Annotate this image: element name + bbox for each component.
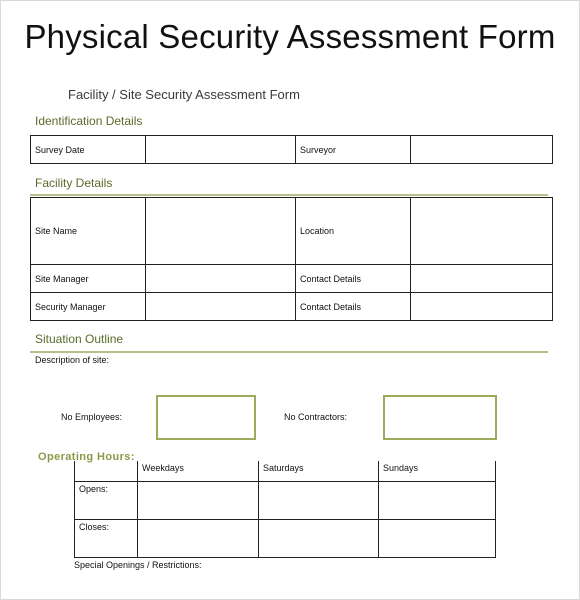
situation-rule (30, 351, 548, 353)
operating-hours-heading: Operating Hours: (38, 451, 135, 463)
sundays-closes-field[interactable] (379, 519, 496, 557)
site-name-field[interactable] (146, 198, 296, 265)
identification-heading: Identification Details (35, 114, 143, 128)
location-field[interactable] (411, 198, 553, 265)
site-name-label: Site Name (31, 198, 146, 265)
surveyor-label: Surveyor (296, 136, 411, 164)
contractors-label: No Contractors: (284, 412, 348, 422)
contact-details-label: Contact Details (296, 265, 411, 293)
security-manager-contact-field[interactable] (411, 293, 553, 321)
saturdays-opens-field[interactable] (259, 481, 379, 519)
situation-heading: Situation Outline (35, 332, 124, 346)
facility-table (30, 197, 553, 321)
hours-corner-cell (75, 461, 138, 481)
weekdays-header: Weekdays (138, 461, 259, 481)
sundays-opens-field[interactable] (379, 481, 496, 519)
description-label: Description of site: (35, 355, 110, 365)
security-manager-label: Security Manager (31, 293, 146, 321)
opens-label: Opens: (75, 481, 138, 519)
facility-rule (30, 194, 548, 196)
site-manager-label: Site Manager (31, 265, 146, 293)
special-openings-label: Special Openings / Restrictions: (74, 560, 202, 570)
contractors-field[interactable] (383, 395, 497, 440)
weekdays-closes-field[interactable] (138, 519, 259, 557)
survey-date-label: Survey Date (31, 136, 146, 164)
saturdays-closes-field[interactable] (259, 519, 379, 557)
weekdays-opens-field[interactable] (138, 481, 259, 519)
sundays-header: Sundays (379, 461, 496, 481)
site-manager-field[interactable] (146, 265, 296, 293)
site-manager-contact-field[interactable] (411, 265, 553, 293)
form-title: Physical Security Assessment Form (24, 18, 556, 55)
security-manager-field[interactable] (146, 293, 296, 321)
identification-table (30, 135, 553, 164)
location-label: Location (296, 198, 411, 265)
employees-label: No Employees: (61, 412, 123, 422)
survey-date-field[interactable] (146, 136, 296, 164)
form-subtitle: Facility / Site Security Assessment Form (68, 87, 300, 102)
operating-hours-table (74, 461, 496, 558)
closes-label: Closes: (75, 519, 138, 557)
contact-details-label: Contact Details (296, 293, 411, 321)
employees-field[interactable] (156, 395, 256, 440)
saturdays-header: Saturdays (259, 461, 379, 481)
facility-heading: Facility Details (35, 176, 113, 190)
surveyor-field[interactable] (411, 136, 553, 164)
